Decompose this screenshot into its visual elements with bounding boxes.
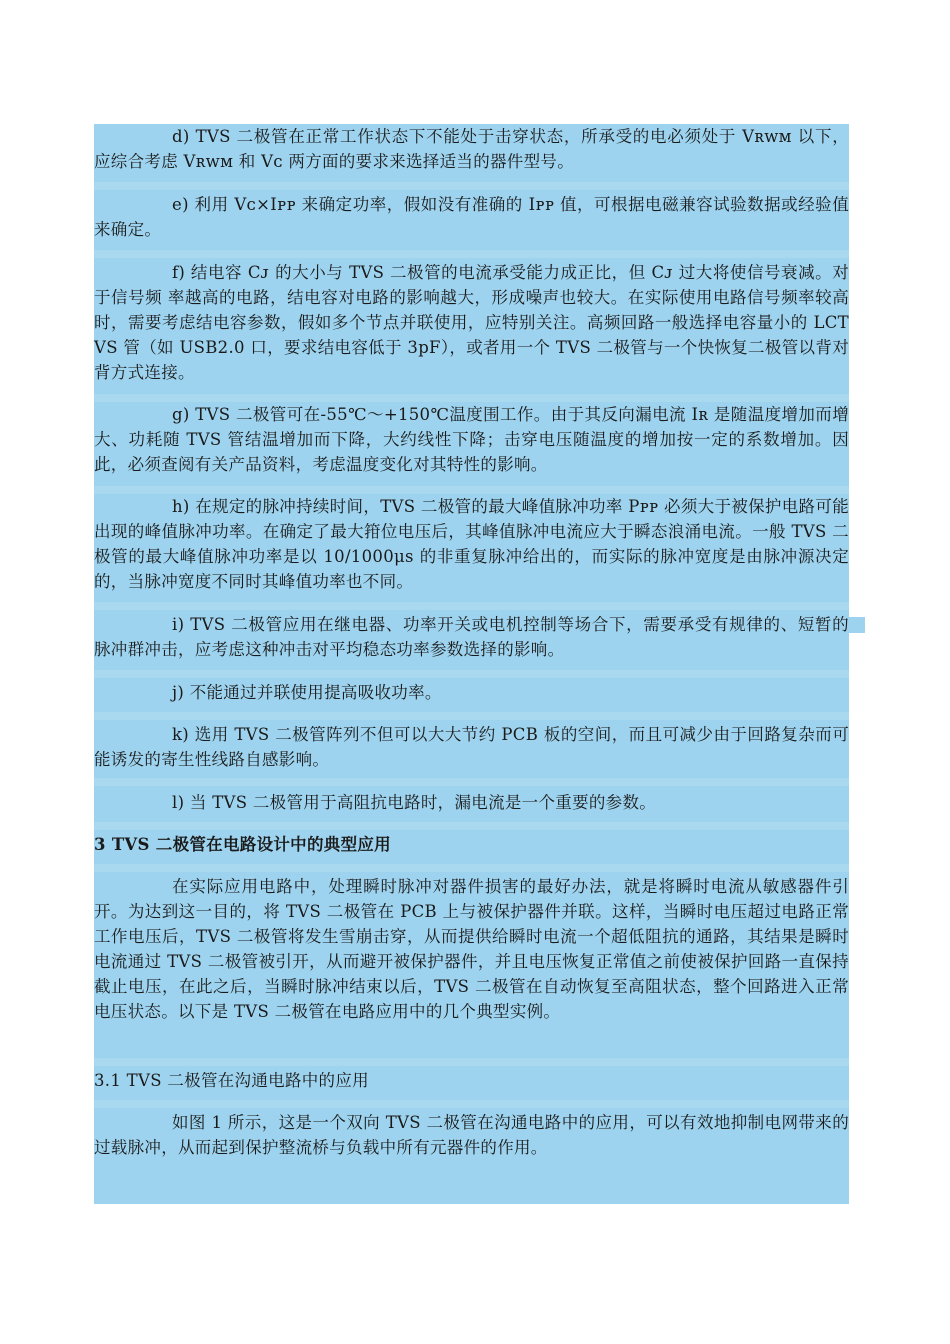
paragraph-divider — [94, 712, 849, 720]
section-3-heading: 3 TVS 二极管在电路设计中的典型应用 — [94, 835, 391, 854]
paragraph-divider — [94, 1100, 849, 1108]
paragraph-h: h) 在规定的脉冲持续时间，TVS 二极管的最大峰值脉冲功率 Pᴘᴘ 必须大于被保护电路可能出现的峰值脉冲功率。在确定了最大箝位电压后，其峰值脉冲电流应大于瞬态浪涌电流。一般 TVS 二极管的最大峰值脉冲功率是以 10/1000μs 的非重复脉冲给出的，而实际的脉冲宽度是由脉冲源决定的，当脉冲宽度不同时其峰值功率也不同。 — [94, 497, 849, 591]
paragraph-f: f) 结电容 Cᴊ 的大小与 TVS 二极管的电流承受能力成正比，但 Cᴊ 过大将使信号衰减。对于信号频 率越高的电路，结电容对电路的影响越大，形成噪声也较大。在实际使用电路信号频率较高时，需要考虑结电容参数，假如多个节点并联使用，应特别关注。高频回路一般选择电容量小的 LCTVS 管（如 USB2.0 口，要求结电容低于 3pF），或者用一个 TVS 二极管与一个快恢复二极管以背对背方式连接。 — [94, 263, 849, 382]
section-3-body: 在实际应用电路中，处理瞬时脉冲对器件损害的最好办法，就是将瞬时电流从敏感器件引开。为达到这一目的，将 TVS 二极管在 PCB 上与被保护器件并联。这样，当瞬时电压超过电路正常工作电压后，TVS 二极管将发生雪崩击穿，从而提供给瞬时电流一个超低阻抗的通路，其结果是瞬时电流通过 TVS 二极管被引开，从而避开被保护器件，并且电压恢复正常值之前使被保护回路一直保持截止电压，在此之后，当瞬时脉冲结束以后，TVS 二极管在自动恢复至高阻状态，整个回路进入正常电压状态。以下是 TVS 二极管在电路应用中的几个典型实例。 — [94, 877, 849, 1021]
highlight-notch — [849, 617, 865, 633]
paragraph-divider — [94, 486, 849, 494]
paragraph-divider — [94, 182, 849, 190]
paragraph-e: e) 利用 Vᴄ×Iᴘᴘ 来确定功率，假如没有准确的 Iᴘᴘ 值，可根据电磁兼容试验数据或经验值来确定。 — [94, 195, 849, 239]
document-body — [94, 124, 849, 1204]
paragraph-k: k) 选用 TVS 二极管阵列不但可以大大节约 PCB 板的空间，而且可减少由于回路复杂而可能诱发的寄生性线路自感影响。 — [94, 725, 849, 769]
paragraph-divider — [94, 864, 849, 872]
paragraph-divider — [94, 250, 849, 258]
paragraph-d: d) TVS 二极管在正常工作状态下不能处于击穿状态，所承受的电必须处于 Vʀᴡᴍ 以下，应综合考虑 Vʀᴡᴍ 和 Vᴄ 两方面的要求来选择适当的器件型号。 — [94, 127, 849, 171]
paragraph-divider — [94, 394, 849, 402]
paragraph-i: i) TVS 二极管应用在继电器、功率开关或电机控制等场合下，需要承受有规律的、短暂的脉冲群冲击，应考虑这种冲击对平均稳态功率参数选择的影响。 — [94, 615, 849, 659]
paragraph-divider — [94, 602, 849, 610]
paragraph-divider — [94, 1058, 849, 1066]
section-3-1-body: 如图 1 所示，这是一个双向 TVS 二极管在沟通电路中的应用，可以有效地抑制电网带来的过载脉冲，从而起到保护整流桥与负载中所有元器件的作用。 — [94, 1113, 849, 1157]
paragraph-divider — [94, 778, 849, 786]
paragraph-divider — [94, 822, 849, 830]
paragraph-l: l) 当 TVS 二极管用于高阻抗电路时，漏电流是一个重要的参数。 — [172, 793, 657, 812]
paragraph-g: g) TVS 二极管可在-55℃～+150℃温度围工作。由于其反向漏电流 Iʀ 是随温度增加而增大、功耗随 TVS 管结温增加而下降，大约线性下降；击穿电压随温度的增加按一定的系数增加。因此，必须查阅有关产品资料，考虑温度变化对其特性的影响。 — [94, 405, 849, 474]
section-3-1-heading: 3.1 TVS 二极管在沟通电路中的应用 — [94, 1071, 369, 1090]
paragraph-divider — [94, 670, 849, 678]
paragraph-j: j) 不能通过并联使用提高吸收功率。 — [172, 683, 442, 702]
